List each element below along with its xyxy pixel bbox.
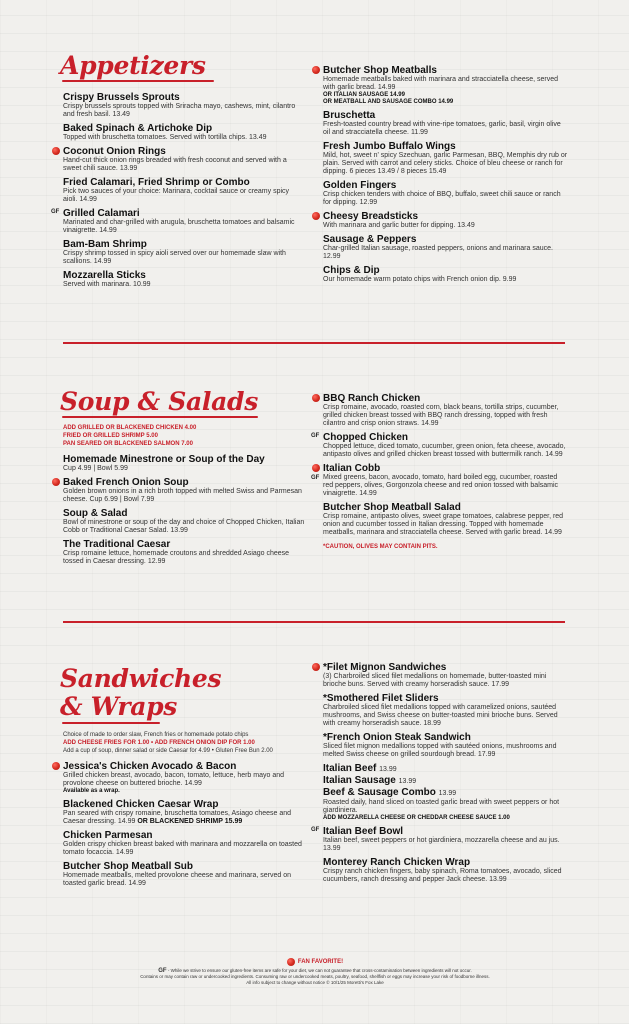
menu-item-price: 13.99: [489, 876, 507, 883]
section-divider-1: [63, 342, 565, 344]
menu-item: [63, 177, 303, 204]
menu-item-upcharge: ADD MOZZARELLA CHEESE OR CHEDDAR CHEESE SAUCE 1.00: [323, 815, 510, 821]
menu-item-name-text: Italian Sausage: [323, 775, 396, 786]
fan-favorite-dot-icon: [312, 212, 320, 220]
menu-item-price: 13.49: [112, 111, 130, 118]
menu-item-description: [63, 219, 303, 235]
menu-item-description: [323, 799, 568, 815]
menu-item-description-text: Mild, hot, sweet n' spicy Szechuan, garlic Parmesan, BBQ, Memphis dry rub or plain. Served with carrot and celery sticks. Choice of bleu cheese or ranch for dipping. 6 pieces 13.49 / 8 pieces 15.49: [323, 152, 568, 175]
menu-item-name: [323, 763, 568, 775]
appetizers-title: Appetizers: [60, 51, 206, 80]
soup-salads-title-underline: [62, 416, 258, 418]
menu-item-name-text: Chicken Parmesan: [63, 830, 153, 841]
menu-item: [323, 787, 568, 822]
menu-item-name-text: Chopped Chicken: [323, 432, 409, 443]
menu-item-price: 12.99: [359, 199, 378, 206]
fan-favorite-dot-icon: [312, 464, 320, 472]
menu-item: [63, 454, 308, 473]
soup-salads-right-items: [311, 393, 568, 537]
menu-item: [323, 393, 568, 428]
menu-item-name: [323, 141, 568, 152]
menu-item-description-text: Marinated and char-grilled with arugula, bruschetta tomatoes and balsamic vinaigrette.: [63, 219, 295, 234]
menu-item-name-text: Sausage & Peppers: [323, 234, 417, 245]
menu-item-description-text: Chopped lettuce, diced tomato, cucumber, green onion, feta cheese, avocado, antipasto olives and grilled chicken breast tossed with buttermilk ranch.: [323, 443, 566, 458]
menu-item-name-text: *Smothered Filet Sliders: [323, 693, 439, 704]
menu-item-description-text: Homemade meatballs, melted provolone cheese and marinara, served on toasted garlic bread.: [63, 872, 292, 887]
menu-item-price: 14.99: [544, 529, 562, 536]
menu-item-name: [323, 234, 568, 245]
menu-item: [323, 857, 568, 884]
menu-item: [63, 270, 303, 289]
menu-item-description-text: Pick two sauces of your choice: Marinara, cocktail sauce or creamy spicy aioli.: [63, 188, 290, 203]
menu-item-description-text: Golden crispy chicken breast baked with marinara and mozzarella on toasted tomato focaccia.: [63, 841, 302, 856]
menu-item-price: 13.99: [119, 165, 138, 172]
fan-favorite-dot-icon: [52, 762, 60, 770]
menu-item-name: [323, 662, 568, 673]
menu-item: [63, 830, 303, 857]
fan-favorite-legend: [287, 959, 343, 965]
menu-item-name: [63, 799, 303, 810]
sandwiches-left-items: [63, 761, 303, 888]
menu-item-upcharge: OR BLACKENED SHRIMP 15.99: [137, 818, 243, 825]
menu-item-description-text: With marinara and garlic butter for dipping.: [323, 222, 456, 229]
fan-favorite-dot-icon: [52, 478, 60, 486]
menu-item-description-text: Homemade meatballs baked with marinara and stracciatella cheese, served with garlic bread.: [323, 76, 559, 91]
menu-item-price: 13.99: [170, 527, 188, 534]
menu-item-description: [323, 121, 568, 137]
menu-item: [311, 432, 568, 459]
menu-item-price: 17.99: [477, 751, 496, 758]
menu-item-name-text: Crispy Brussels Sprouts: [63, 92, 180, 103]
menu-item-name-text: Italian Cobb: [323, 463, 381, 474]
soup-salads-title: Soup & Salads: [60, 387, 258, 416]
appetizers-title-underline: [62, 80, 214, 82]
gluten-free-badge: GF: [311, 475, 320, 481]
menu-item-name: [63, 146, 303, 157]
sides-soup-line: Add a cup of soup, dinner salad or side Caesar for 4.99 • Gluten Free Bun 2.00: [63, 748, 273, 754]
menu-item-name-text: Beef & Sausage Combo: [323, 787, 436, 798]
fan-favorite-dot-icon: [312, 66, 320, 74]
menu-item-name-text: Bam-Bam Shrimp: [63, 239, 147, 250]
menu-item-name: [323, 787, 568, 799]
menu-item-description-text: Grilled chicken breast, avocado, bacon, tomato, lettuce, herb mayo and provolone cheese on buttered brioche.: [63, 772, 285, 787]
menu-item-name: [323, 393, 568, 404]
menu-item-description-text: (3) Charbroiled sliced filet medallions on homemade, butter-toasted mini brioche buns. Served with creamy horseradish sauce.: [323, 673, 547, 688]
menu-item-name: [63, 239, 303, 250]
menu-item-name-text: Baked Spinach & Artichoke Dip: [63, 123, 213, 134]
menu-item-price: 10.99: [133, 281, 151, 288]
menu-item-description-text: Crispy brussels sprouts topped with Sriracha mayo, cashews, mint, cilantro and fresh basil.: [63, 103, 296, 118]
menu-item-description-text: Crisp romaine, antipasto olives, sweet grape tomatoes, calabrese pepper, red onion and cucumber tossed in Italian dressing. Topped with homemade meatballs, marinara and stracciatella cheese. Served with garlic bread.: [323, 513, 564, 536]
sides-choice-line: Choice of made to order slaw, French fries or homemade potato chips: [63, 732, 249, 738]
menu-item: [323, 662, 568, 689]
sandwiches-title-line1: Sandwiches: [60, 664, 222, 693]
menu-item-description-text: Crisp romaine lettuce, homemade croutons and shredded Asiago cheese tossed in Caesar dressing.: [63, 550, 290, 565]
menu-item-price: 13.99: [398, 778, 417, 785]
menu-item: [63, 146, 303, 173]
fan-favorite-dot-icon: [52, 147, 60, 155]
menu-item-description-text: Charbroiled sliced filet medallions topped with caramelized onions, sautéed mushrooms, and Swiss cheese on butter-toasted mini brioche buns. Served with creamy horseradish sauce.: [323, 704, 558, 727]
menu-item-name-text: Grilled Calamari: [63, 208, 140, 219]
menu-item-description: [323, 743, 568, 759]
menu-item-price: 14.99: [359, 490, 377, 497]
menu-item: [63, 477, 308, 504]
menu-item-name: [323, 502, 568, 513]
menu-item-name-text: Italian Beef Bowl: [323, 826, 404, 837]
menu-item-description: [323, 443, 568, 459]
menu-item-price: 17.99: [491, 681, 510, 688]
menu-item-name-text: Blackened Chicken Caesar Wrap: [63, 799, 219, 810]
menu-item: [323, 502, 568, 537]
menu-item-description: [63, 281, 303, 289]
sandwiches-left-column: [63, 731, 303, 892]
menu-item-name-text: Baked French Onion Soup: [63, 477, 189, 488]
addon-line: ADD GRILLED OR BLACKENED CHICKEN 4.00: [63, 425, 197, 431]
menu-item-name-text: Butcher Shop Meatballs: [323, 65, 437, 76]
menu-item-name-text: Italian Beef: [323, 763, 377, 774]
menu-item-price: 14.99: [184, 780, 202, 787]
menu-item-name-text: Coconut Onion Rings: [63, 146, 166, 157]
menu-item-name: [63, 539, 308, 550]
menu-item-name-text: Chips & Dip: [323, 265, 380, 276]
menu-item-description: [323, 704, 568, 728]
gluten-free-badge: GF: [51, 209, 60, 215]
gluten-free-badge: GF: [311, 827, 320, 833]
menu-item-description: [63, 188, 303, 204]
menu-item-name: [63, 92, 303, 103]
menu-item-description: [323, 152, 568, 176]
menu-item: [63, 123, 303, 142]
menu-item-price: 9.99: [502, 276, 517, 283]
menu-item-description-text: Italian beef, sweet peppers or hot giardiniera, mozzarella cheese and au jus.: [323, 837, 560, 844]
menu-item-name: [323, 463, 568, 474]
menu-item-name-text: Fried Calamari, Fried Shrimp or Combo: [63, 177, 250, 188]
fan-favorite-dot-icon: [287, 958, 295, 966]
menu-item: [323, 775, 568, 787]
footer: [100, 950, 530, 986]
menu-item-description-text: Crispy shrimp tossed in spicy aioli served over our homemade slaw with scallions.: [63, 250, 286, 265]
menu-item-description-text: Crisp chicken tenders with choice of BBQ, buffalo, sweet chili sauce or ranch for dipping.: [323, 191, 561, 206]
menu-item: [51, 208, 303, 235]
menu-item-name-text: Golden Fingers: [323, 180, 397, 191]
menu-item-name: [323, 265, 568, 276]
gluten-free-badge: GF: [311, 433, 320, 439]
menu-item-name: [323, 826, 568, 837]
menu-item-name: [323, 732, 568, 743]
menu-item-description: [63, 519, 308, 535]
menu-item-name-text: Homemade Minestrone or Soup of the Day: [63, 454, 265, 465]
menu-item: [63, 92, 303, 119]
menu-item-description: [63, 250, 303, 266]
menu-item-price: 14.99: [115, 849, 134, 856]
menu-item-name-text: BBQ Ranch Chicken: [323, 393, 421, 404]
menu-item-description: [63, 772, 303, 788]
menu-item-description: [323, 191, 568, 207]
menu-item-description: [63, 872, 303, 888]
menu-item-name: [63, 208, 303, 219]
menu-item-name: [63, 270, 303, 281]
menu-item-upcharge: OR ITALIAN SAUSAGE 14.99: [323, 92, 405, 98]
olives-caution-note: *CAUTION, OLIVES MAY CONTAIN PITS.: [323, 544, 438, 550]
menu-item-description-text: Our homemade warm potato chips with French onion dip.: [323, 276, 501, 283]
menu-item-description: [323, 276, 568, 284]
menu-item-description: [323, 513, 568, 537]
menu-item: [63, 239, 303, 266]
menu-item: [63, 799, 303, 826]
menu-item-description: [323, 404, 568, 428]
menu-item-description-text: Mixed greens, bacon, avocado, tomato, hard boiled egg, cucumber, roasted red peppers, olives, Gorgonzola cheese and red onion tossed with balsamic vinaigrette.: [323, 474, 559, 497]
sandwiches-title-underline: [62, 722, 160, 724]
menu-item-price: 11.99: [410, 129, 428, 136]
menu-item-name-text: Mozzarella Sticks: [63, 270, 146, 281]
menu-item-description-text: Sliced filet mignon medallions topped with sautéed onions, mushrooms and melted Swiss cheese on grilled sourdough bread.: [323, 743, 557, 758]
menu-item-price: 14.99: [377, 84, 396, 91]
menu-item-name-text: Jessica's Chicken Avocado & Bacon: [63, 761, 237, 772]
menu-item-description: [323, 222, 568, 230]
menu-item-name: [323, 110, 568, 121]
menu-item-name-text: Butcher Shop Meatball Salad: [323, 502, 461, 513]
menu-item: [323, 234, 568, 261]
menu-item-name: [323, 432, 568, 443]
menu-item-price: 14.99: [421, 420, 439, 427]
soup-salads-left-column: [63, 424, 308, 570]
menu-item-description-text: Topped with bruschetta tomatoes. Served with tortilla chips.: [63, 134, 248, 141]
menu-item-name: [63, 508, 308, 519]
addon-line: PAN SEARED OR BLACKENED SALMON 7.00: [63, 441, 193, 447]
gf-disclaimer-text: - While we strive to ensure our gluten-free items are safe for your diet, we can not guarantee that cross-contamination between ingredients will not occur.: [166, 968, 472, 973]
menu-item-upcharge: OR MEATBALL AND SAUSAGE COMBO 14.99: [323, 99, 454, 105]
menu-item: [323, 732, 568, 759]
menu-item-description: [63, 103, 303, 119]
menu-item-description-text: Golden brown onions in a rich broth topped with melted Swiss and Parmesan cheese. Cup 6.99 | Bowl 7.99: [63, 488, 302, 503]
addon-line: ADD CHEESE FRIES FOR 1.00 • ADD FRENCH ONION DIP FOR 1.00: [63, 740, 255, 746]
menu-item-price: 14.99: [128, 880, 146, 887]
gf-key: GF: [158, 968, 167, 974]
menu-item-description: [323, 76, 568, 92]
menu-item: [63, 508, 308, 535]
menu-item-name: [63, 477, 308, 488]
fan-favorite-dot-icon: [312, 394, 320, 402]
menu-item-name: [323, 775, 568, 787]
menu-item-description: [63, 841, 303, 857]
menu-item-name: [63, 177, 303, 188]
fan-favorite-label: FAN FAVORITE!: [297, 959, 344, 965]
menu-item: [323, 180, 568, 207]
menu-item: [311, 826, 568, 853]
menu-item-description: [63, 465, 308, 473]
menu-item-name: [63, 830, 303, 841]
menu-item-description: [323, 474, 568, 498]
menu-item-description-text: Served with marinara.: [63, 281, 132, 288]
menu-item-name: [323, 693, 568, 704]
menu-item-description: [323, 245, 568, 261]
menu-item-name: [63, 861, 303, 872]
menu-item-upcharge: Available as a wrap.: [63, 788, 120, 794]
sandwiches-addons: [63, 739, 303, 747]
menu-item-name-text: *Filet Mignon Sandwiches: [323, 662, 447, 673]
fan-favorite-dot-icon: [312, 663, 320, 671]
menu-item-name-text: Fresh Jumbo Buffalo Wings: [323, 141, 456, 152]
menu-item-name: [323, 211, 568, 222]
menu-item: [323, 265, 568, 284]
menu-item-description: [63, 134, 303, 142]
menu-item-price: 14.99: [545, 451, 563, 458]
menu-item-name-text: The Traditional Caesar: [63, 539, 171, 550]
appetizers-right-column: [323, 65, 568, 288]
section-divider-2: [63, 621, 565, 623]
sandwiches-title-line2: & Wraps: [60, 692, 178, 721]
menu-item-description-text: Fresh-toasted country bread with vine-ripe tomatoes, garlic, basil, virgin olive oil and stracciatella cheese.: [323, 121, 561, 136]
menu-item-description-text: Char-grilled Italian sausage, roasted peppers, onions and marinara sauce.: [323, 245, 553, 252]
menu-item-price: 13.49: [457, 222, 475, 229]
copyright-line: All info subject to change without notice © 10/1/25 Moretti's Fox Lake: [246, 980, 384, 985]
menu-item-description: [63, 488, 308, 504]
menu-item-description-text: Bowl of minestrone or soup of the day and choice of Chopped Chicken, Italian Cobb or Traditional Caesar Salad.: [63, 519, 305, 534]
menu-item-description-text: Crisp romaine, avocado, roasted corn, black beans, tortilla strips, cucumber, grilled chicken breast tossed with BBQ ranch dressing, topped with fresh cilantro and crisp onion straws.: [323, 404, 559, 427]
menu-item-description-text: Cup 4.99 | Bowl 5.99: [63, 465, 128, 472]
menu-item-price: 14.99: [93, 258, 112, 265]
menu-item-price: 13.49: [249, 134, 267, 141]
appetizers-left-column: [51, 92, 303, 293]
menu-item: [323, 65, 568, 106]
menu-item: [63, 861, 303, 888]
sandwiches-sides: [63, 731, 303, 755]
menu-item-name-text: Cheesy Breadsticks: [323, 211, 419, 222]
menu-item-description-text: Pan seared with crispy romaine, bruschetta tomatoes, Asiago cheese and Caesar dressing.: [63, 810, 292, 825]
menu-item-price: 14.99: [99, 227, 117, 234]
menu-item-name: [63, 123, 303, 134]
menu-item-price: 12.99: [323, 253, 341, 260]
menu-item-name-text: *French Onion Steak Sandwich: [323, 732, 471, 743]
menu-item-price: 13.99: [379, 766, 397, 773]
menu-item-price: 13.99: [438, 790, 457, 797]
soup-salads-addons: [63, 424, 308, 448]
menu-item-description: [63, 550, 308, 566]
menu-item-name-text: Butcher Shop Meatball Sub: [63, 861, 194, 872]
menu-item: [323, 110, 568, 137]
menu-item: [311, 463, 568, 498]
sandwiches-right-column: [311, 662, 568, 888]
menu-item-description: [323, 837, 568, 853]
menu-item-name: [63, 761, 303, 772]
menu-item-description: [323, 868, 568, 884]
menu-item: [63, 539, 308, 566]
menu-item-description-text: Roasted daily, hand sliced on toasted garlic bread with sweet peppers or hot giardiniera.: [323, 799, 560, 814]
soup-salads-right-column: [311, 393, 568, 551]
menu-item-price: 18.99: [423, 720, 441, 727]
menu-item: [323, 141, 568, 176]
menu-item-description-text: Crispy ranch chicken fingers, baby spinach, Roma tomatoes, avocado, sliced cucumbers, ranch dressing and pepper Jack cheese.: [323, 868, 562, 883]
menu-item-name: [323, 65, 568, 76]
menu-item-price: 13.99: [323, 845, 341, 852]
menu-item: [323, 693, 568, 728]
menu-item-price: 12.99: [147, 558, 166, 565]
menu-item-description-text: Hand-cut thick onion rings breaded with fresh coconut and served with a sweet chili sauce.: [63, 157, 287, 172]
addon-line: FRIED OR GRILLED SHRIMP 5.00: [63, 433, 158, 439]
menu-item-description: [63, 810, 303, 826]
menu-item-price: 14.99: [79, 196, 97, 203]
menu-item-price: 14.99: [117, 818, 136, 825]
menu-item-name: [323, 857, 568, 868]
menu-item-description: [323, 673, 568, 689]
menu-item-name-text: Soup & Salad: [63, 508, 128, 519]
menu-item: [323, 211, 568, 230]
menu-item-name: [323, 180, 568, 191]
menu-item: [63, 761, 303, 795]
raw-food-disclaimer: Contains or may contain raw or undercooked ingredients. Consuming raw or undercooked meats, poultry, seafood, shellfish or eggs may increase your risk of foodborne illness.: [140, 974, 490, 979]
soup-salads-left-items: [63, 454, 308, 566]
menu-item-description: [63, 157, 303, 173]
menu-item-name-text: Bruschetta: [323, 110, 376, 121]
menu-item-name: [63, 454, 308, 465]
menu-item-name-text: Monterey Ranch Chicken Wrap: [323, 857, 471, 868]
menu-item: [323, 763, 568, 775]
